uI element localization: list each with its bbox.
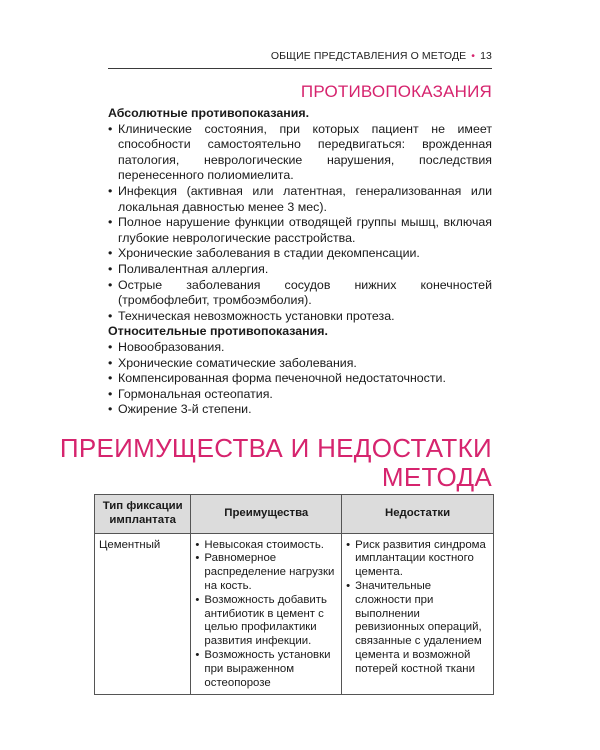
list-item: • Компенсированная форма печеночной недостаточности. xyxy=(108,371,492,387)
fixation-table xyxy=(94,494,494,695)
running-head xyxy=(271,50,492,62)
absolute-heading: Абсолютные противопоказания. xyxy=(108,106,310,120)
list-item: • Возможность установки при выраженном остеопорозе xyxy=(195,649,337,690)
contraindications-title: ПРОТИВОПОКАЗАНИЯ xyxy=(300,82,492,101)
header-rule xyxy=(108,68,492,69)
list-item: • Значительные сложности при выполнении ревизионных операций, связанные с удалением цемента и возможной потерей костной ткани xyxy=(346,580,489,677)
advantages-title-line1: ПРЕИМУЩЕСТВА И НЕДОСТАТКИ xyxy=(59,433,492,463)
absolute-list xyxy=(108,122,492,325)
list-item: • Хронические соматические заболевания. xyxy=(108,356,492,372)
list-item: • Поливалентная аллергия. xyxy=(108,262,492,278)
running-head-separator: • xyxy=(471,50,476,62)
advantages-title-line2: МЕТОДА xyxy=(381,462,492,492)
list-item: • Техническая невозможность установки протеза. xyxy=(108,309,492,325)
list-item: • Ожирение 3-й степени. xyxy=(108,402,492,418)
table-header-row xyxy=(95,495,494,534)
cell-cons xyxy=(342,533,494,695)
column-header-type: Тип фиксации имплантата xyxy=(95,495,191,534)
list-item: • Инфекция (активная или латентная, генерализованная или локальная давностью менее 3 мес). xyxy=(108,184,492,215)
relative-list xyxy=(108,340,492,418)
list-item: • Острые заболевания сосудов нижних конечностей (тромбофлебит, тромбоэмболия). xyxy=(108,278,492,309)
cell-pros xyxy=(191,533,342,695)
list-item: • Возможность добавить антибиотик в цемент с целью профилактики развития инфекции. xyxy=(195,594,337,649)
list-item: • Клинические состояния, при которых пациент не имеет способности самостоятельно передвигаться: врожденная патология, неврологические нарушения, последствия перенесенного полиомиелита. xyxy=(108,122,492,184)
list-item: • Полное нарушение функции отводящей группы мышц, включая глубокие неврологические расстройства. xyxy=(108,215,492,246)
column-header-cons: Недостатки xyxy=(342,495,494,534)
cons-list xyxy=(346,539,489,677)
table-row xyxy=(95,533,494,695)
list-item: • Риск развития синдрома имплантации костного цемента. xyxy=(346,539,489,580)
contraindications-body xyxy=(108,106,492,418)
cell-type: Цементный xyxy=(95,533,191,695)
pros-list xyxy=(195,539,337,691)
list-item: • Хронические заболевания в стадии декомпенсации. xyxy=(108,246,492,262)
relative-heading: Относительные противопоказания. xyxy=(108,324,328,339)
list-item: • Равномерное распределение нагрузки на кость. xyxy=(195,552,337,593)
column-header-pros: Преимущества xyxy=(191,495,342,534)
list-item: • Новообразования. xyxy=(108,340,492,356)
list-item: • Невысокая стоимость. xyxy=(195,539,337,553)
list-item: • Гормональная остеопатия. xyxy=(108,387,492,403)
advantages-title xyxy=(60,434,492,492)
page-number: 13 xyxy=(480,50,492,62)
running-head-section: ОБЩИЕ ПРЕДСТАВЛЕНИЯ О МЕТОДЕ xyxy=(270,50,467,62)
